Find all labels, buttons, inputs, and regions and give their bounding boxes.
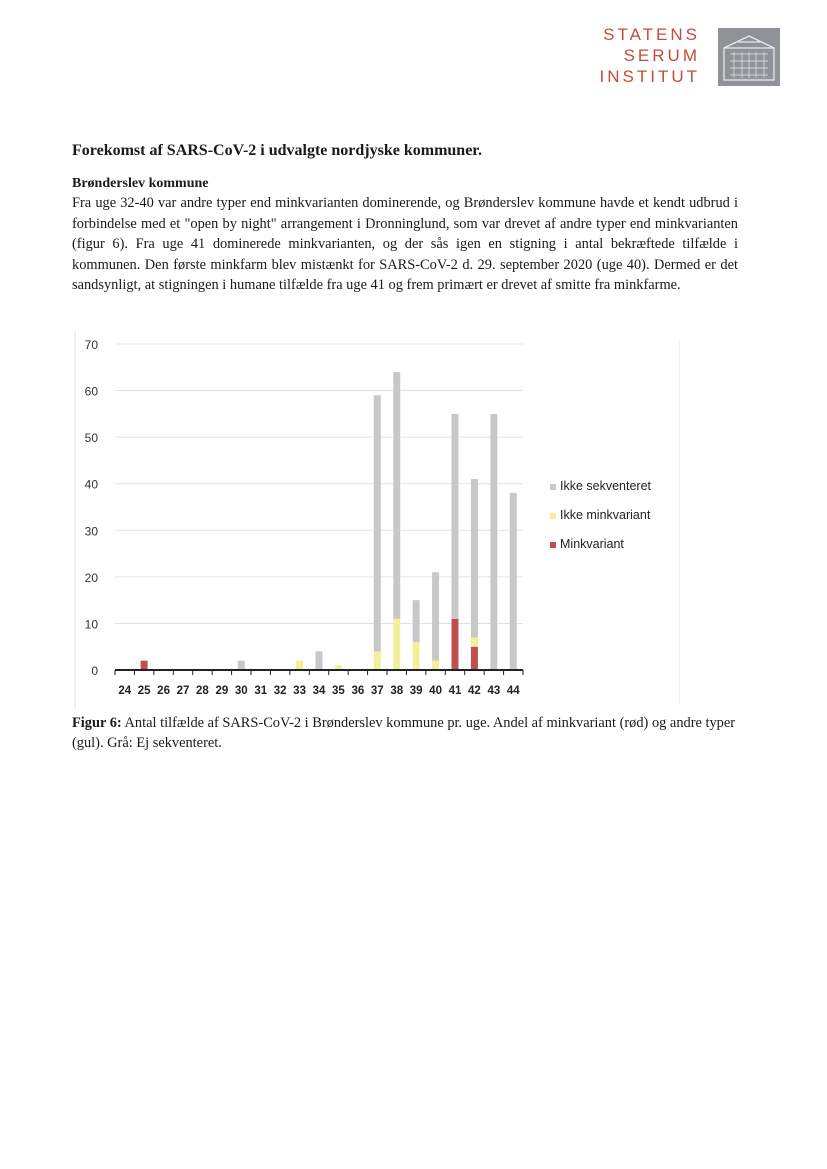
y-tick-label: 30	[84, 524, 98, 539]
x-tick-label: 34	[312, 685, 326, 697]
bar-segment	[374, 395, 381, 651]
y-tick-label: 50	[84, 431, 98, 446]
legend-label: Ikke minkvariant	[560, 508, 651, 522]
bar-segment	[374, 651, 381, 670]
x-tick-label: 32	[273, 685, 287, 697]
bar-segment	[141, 661, 148, 670]
bar-segment	[471, 637, 478, 646]
x-tick-label: 27	[176, 685, 190, 697]
logo-line-2: SERUM	[623, 46, 700, 65]
x-tick-label: 29	[215, 685, 229, 697]
x-tick-label: 24	[118, 685, 132, 697]
x-tick-label: 41	[448, 685, 462, 697]
y-tick-label: 10	[84, 617, 98, 632]
y-tick-label: 40	[84, 477, 98, 492]
y-tick-label: 20	[84, 570, 98, 585]
x-tick-label: 39	[409, 685, 423, 697]
legend-label: Minkvariant	[560, 537, 624, 551]
legend-swatch	[550, 484, 556, 490]
bar-segment	[510, 493, 517, 670]
x-tick-label: 33	[293, 685, 306, 697]
figure-caption	[72, 713, 742, 753]
ssi-logo	[600, 24, 780, 90]
x-tick-label: 43	[487, 685, 501, 697]
x-tick-label: 25	[137, 685, 151, 697]
bar-segment	[413, 642, 420, 670]
x-tick-label: 31	[254, 685, 268, 697]
building-icon	[718, 28, 780, 86]
x-tick-label: 26	[157, 685, 170, 697]
x-tick-label: 35	[332, 685, 345, 697]
figure-label: Figur 6:	[72, 715, 122, 731]
x-tick-label: 42	[468, 685, 481, 697]
y-tick-label: 60	[84, 384, 98, 399]
bar-segment	[393, 372, 400, 619]
bar-segment	[490, 414, 497, 670]
bar-segment	[238, 661, 245, 670]
bar-segment	[471, 647, 478, 670]
logo-text	[600, 24, 701, 87]
x-tick-label: 38	[390, 685, 404, 697]
stacked-bar-chart	[60, 330, 680, 710]
logo-line-1: STATENS	[603, 25, 700, 44]
y-tick-label: 70	[84, 338, 98, 352]
bar-segment	[432, 572, 439, 660]
bar-segment	[296, 661, 303, 670]
section-body: Fra uge 32-40 var andre typer end minkvarianten dominerende, og Brønderslev kommune havde et kendt udbrud i forbindelse med et "open by night" arrangement i Dronninglund, som var drevet af andre typer end minkvarianten (figur 6). Fra uge 41 dominerede minkvarianten, og der sås igen en stigning i antal bekræftede tilfælde i kommunen. Den første minkfarm blev mistænkt for SARS-CoV-2 d. 29. september 2020 (uge 40). Dermed er det sandsynligt, at stigningen i humane tilfælde fra uge 41 og frem primært er drevet af smitte fra minkfarme.	[72, 195, 738, 293]
bar-segment	[413, 600, 420, 642]
bar-segment	[452, 619, 459, 670]
bar-segment	[393, 619, 400, 670]
legend-label: Ikke sekventeret	[560, 479, 652, 493]
x-tick-label: 40	[429, 685, 442, 697]
figure-text: Antal tilfælde af SARS-CoV-2 i Brønderslev kommune pr. uge. Andel af minkvariant (rød) og andre typer (gul). Grå: Ej sekventeret.	[72, 715, 736, 751]
x-tick-label: 44	[506, 685, 520, 697]
bar-segment	[471, 479, 478, 637]
bar-segment	[452, 414, 459, 619]
y-tick-label: 0	[91, 664, 98, 678]
section-heading: Brønderslev kommune	[72, 176, 209, 191]
logo-line-3: INSTITUT	[599, 67, 700, 86]
legend-swatch	[550, 513, 556, 519]
x-tick-label: 36	[351, 685, 365, 697]
page-title: Forekomst af SARS-CoV-2 i udvalgte nordjyske kommuner.	[72, 142, 482, 159]
bar-segment	[432, 661, 439, 670]
bar-segment	[316, 651, 323, 670]
legend-swatch	[550, 542, 556, 548]
x-tick-label: 37	[370, 685, 384, 697]
x-tick-label: 28	[196, 685, 209, 697]
x-tick-label: 30	[234, 685, 248, 697]
